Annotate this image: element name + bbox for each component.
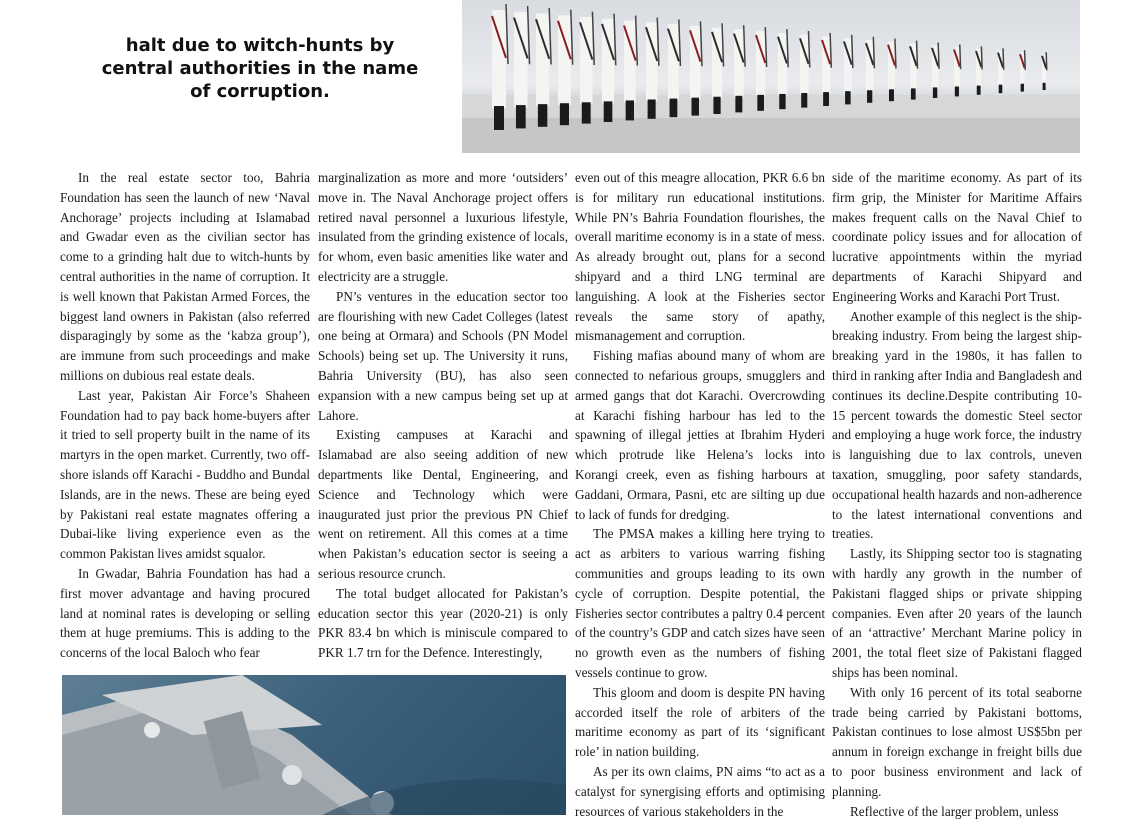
paragraph: As per its own claims, PN aims “to act as a catalyst for synergising efforts and optimising resources of various stakeholders in the xyxy=(575,762,825,821)
article-column-2 xyxy=(318,168,568,663)
naval-cadets-marching-photo xyxy=(462,0,1080,153)
pull-quote-line: of corruption. xyxy=(100,80,420,103)
marching-cadet xyxy=(976,46,982,94)
paragraph: In Gwadar, Bahria Foundation has had a first mover advantage and having procured land at nominal rates is developing or selling them at huge premiums. This is adding to the concerns of the local Baloch who fear xyxy=(60,564,310,663)
paragraph: This gloom and doom is despite PN having accorded itself the role of arbiters of the maritime economy as part of its ‘significant role’ in nation building. xyxy=(575,683,825,762)
pull-quote-line: central authorities in the name xyxy=(100,57,420,80)
marching-cadet xyxy=(1020,50,1025,91)
article-column-4 xyxy=(832,168,1082,821)
paragraph: side of the maritime economy. As part of its firm grip, the Minister for Maritime Affairs makes frequent calls on the Naval Chief to coordinate policy issues and for allocation of lucrative appointments within the myriad departments of Karachi Shipyard and Engineering Works and Karachi Port Trust. xyxy=(832,168,1082,307)
paragraph: Lastly, its Shipping sector too is stagnating with hardly any growth in the number of Pakistani flagged ships or private shipping companies. Even after 20 years of the launch of an ‘attractive’ Merchant Marine policy in 2001, the total fleet size of Pakistani flagged ships has been nominal. xyxy=(832,544,1082,683)
paragraph: Fishing mafias abound many of whom are connected to nefarious groups, smugglers and armed gangs that dot Karachi. Overcrowding at Karachi fishing harbour has led to the spawning of illegal jetties at Ibrahim Hyderi which protrude like Helena’s locks into Korangi creek, even as fishing harbours at Gaddani, Ormara, Pasni, etc are silting up due to lack of funds for dredging. xyxy=(575,346,825,524)
marching-cadet xyxy=(844,35,853,105)
marching-cadet xyxy=(954,44,961,96)
warship-illustration xyxy=(62,675,566,815)
marchers-illustration xyxy=(462,0,1080,153)
paragraph: PN’s ventures in the education sector too are flourishing with new Cadet Colleges (latest one being at Ormara) and Schools (PN Model Schools) being set up. The University it runs, Bahria University (BU), has also seen expansion with a new campus being set up at Lahore. xyxy=(318,287,568,426)
paragraph: With only 16 percent of its total seaborne trade being carried by Pakistani bottoms, Pakistan continues to lose almost US$5bn per annum in foreign exchange in freight bills due to poor business environment and lack of planning. xyxy=(832,683,1082,802)
naval-warship-photo xyxy=(62,675,566,815)
marching-cadet xyxy=(866,37,874,103)
pull-quote xyxy=(100,0,420,103)
paragraph: Last year, Pakistan Air Force’s Shaheen Foundation had to pay back home-buyers after it tried to sell property built in the name of its martyrs in the open market. Currently, two off-shore islands off Karachi - Buddho and Bundal Islands, are in the news. These are being eyed by Pakistani real estate magnates offering a Dubai-like living experience even as the common Pakistan lives amidst squalor. xyxy=(60,386,310,564)
paragraph: The PMSA makes a killing here trying to act as arbiters to various warring fishing communities and groups leading to its own cycle of corruption. Despite potential, the Fisheries sector contributes a paltry 0.4 percent of the country’s GDP and catch sizes have seen no growth even as the numbers of fishing vessels continue to grow. xyxy=(575,524,825,682)
marching-cadet xyxy=(1042,52,1047,90)
paragraph: Another example of this neglect is the ship-breaking industry. From being the largest ship-breaking yard in the 1980s, it has fallen to third in ranking after India and Bangladesh and continues its decline.Despite contributing 10-15 percent towards the domestic Steel sector and employing a huge work force, the industry is languishing due to lax controls, uneven taxation, smuggling, poor safety standards, occupational health hazards and non-adherence to the latest international conventions and treaties. xyxy=(832,307,1082,545)
paragraph: The total budget allocated for Pakistan’s education sector this year (2020-21) is only PKR 83.4 bn which is miniscule compared to PKR 1.7 trn for the Defence. Interestingly, xyxy=(318,584,568,663)
article-column-1 xyxy=(60,168,310,663)
paragraph: In the real estate sector too, Bahria Foundation has seen the launch of new ‘Naval Anchorage’ projects including at Islamabad and Gwadar even as the civilian sector has come to a grinding halt due to witch-hunts by central authorities in the name of corruption. It is well known that Pakistan Armed Forces, the biggest land owners in Pakistan (also referred disparagingly by some as the ‘kabza group’), are immune from such proceedings and make millions on dubious real estate deals. xyxy=(60,168,310,386)
marching-cadet xyxy=(998,48,1004,93)
paragraph: Existing campuses at Karachi and Islamabad are also seeing addition of new departments like Dental, Engineering, and Science and Technology which were inaugurated just prior the previous PN Chief went on retirement. All this comes at a time when Pakistan’s education sector is seeing a serious resource crunch. xyxy=(318,425,568,583)
article-column-3 xyxy=(575,168,825,821)
marching-cadet xyxy=(932,43,939,98)
paragraph: Reflective of the larger problem, unless xyxy=(832,802,1082,821)
pull-quote-line-clipped xyxy=(100,0,420,34)
marching-cadet xyxy=(910,41,917,100)
paragraph: even out of this meagre allocation, PKR 6.6 bn is for military run educational institutions. While PN’s Bahria Foundation flourishes, the overall maritime economy is in a state of mess. As already brought out, plans for a second shipyard and a third LNG terminal are languishing. A look at the Fisheries sector reveals the same story of apathy, mismanagement and corruption. xyxy=(575,168,825,346)
pull-quote-line: halt due to witch-hunts by xyxy=(100,34,420,57)
paragraph: marginalization as more and more ‘outsiders’ move in. The Naval Anchorage project offers retired naval personnel a luxurious lifestyle, insulated from the grinding existence of locals, for whom, even basic amenities like water and electricity are a struggle. xyxy=(318,168,568,287)
marching-cadet xyxy=(888,39,896,101)
